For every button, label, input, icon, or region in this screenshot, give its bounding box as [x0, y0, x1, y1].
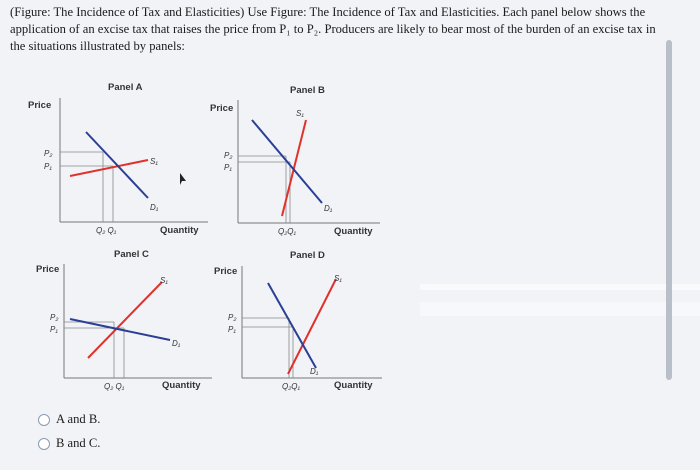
- screen-glare: [420, 284, 700, 290]
- panel-c-demand-label: D₁: [172, 339, 181, 348]
- panel-d: [214, 250, 382, 391]
- panel-a-supply-curve: [70, 160, 148, 176]
- panel-c-p2-label: P₂: [50, 313, 59, 322]
- panel-d-quantity-label: Quantity: [334, 380, 373, 391]
- panel-c-supply-curve: [88, 282, 162, 358]
- panel-d-supply-label: S₁: [334, 274, 342, 283]
- panel-d-title: Panel D: [290, 250, 325, 261]
- panel-d-demand-curve: [268, 283, 316, 368]
- panel-a-supply-label: S₁: [150, 157, 158, 166]
- panel-a-demand-curve: [86, 132, 148, 198]
- panel-a-demand-label: D₁: [150, 203, 159, 212]
- panel-c-title: Panel C: [114, 249, 149, 260]
- scrollbar[interactable]: [666, 40, 672, 380]
- panel-b: [210, 85, 380, 237]
- panel-c-quantity-label: Quantity: [162, 380, 201, 391]
- panel-b-price-label: Price: [210, 103, 234, 114]
- panel-d-p2-label: P₂: [228, 313, 237, 322]
- panel-b-p2-label: P₂: [224, 151, 233, 160]
- panel-a-q-labels: Q₂ Q₁: [96, 226, 117, 235]
- screen-glare: [420, 302, 700, 316]
- option-b-and-c[interactable]: [38, 436, 100, 451]
- mouse-cursor-icon: [180, 173, 186, 185]
- panel-c-demand-curve: [70, 319, 170, 340]
- panel-a-p1-label: P₁: [44, 162, 52, 171]
- option-label: B and C.: [56, 436, 101, 450]
- option-a-and-b[interactable]: [38, 412, 100, 427]
- panel-c: [36, 249, 212, 391]
- panel-d-q-labels: Q₂Q₁: [282, 382, 301, 391]
- radio-button[interactable]: [38, 438, 50, 450]
- panel-d-price-label: Price: [214, 266, 238, 277]
- question-text: (Figure: The Incidence of Tax and Elasticities) Use Figure: The Incidence of Tax and Elasticities. Each panel below shows the application of an excise tax that raises the price from P₁ to P₂. Producers are likely to bear most of the burden of an excise tax in the situations illustrated by panels:: [10, 5, 656, 53]
- radio-button[interactable]: [38, 414, 50, 426]
- panel-b-title: Panel B: [290, 85, 325, 96]
- panel-b-demand-curve: [252, 120, 322, 203]
- panel-a-title: Panel A: [108, 82, 143, 93]
- panel-b-p1-label: P₁: [224, 163, 232, 172]
- panel-d-p1-label: P₁: [228, 325, 236, 334]
- panel-c-supply-label: S₁: [160, 276, 168, 285]
- panel-b-quantity-label: Quantity: [334, 226, 373, 237]
- panel-a-quantity-label: Quantity: [160, 225, 199, 236]
- panel-d-demand-label: D₁: [310, 367, 319, 376]
- panel-b-demand-label: D₁: [324, 204, 333, 213]
- panel-c-price-label: Price: [36, 264, 60, 275]
- panel-c-q-labels: Q₂ Q₁: [104, 382, 125, 391]
- panel-b-q-labels: Q₂Q₁: [278, 227, 297, 236]
- panel-c-p1-label: P₁: [50, 325, 58, 334]
- panel-b-supply-label: S₁: [296, 109, 304, 118]
- panel-a: [28, 82, 208, 236]
- panel-a-p2-label: P₂: [44, 149, 53, 158]
- panel-a-price-label: Price: [28, 100, 52, 111]
- option-label: A and B.: [56, 412, 101, 426]
